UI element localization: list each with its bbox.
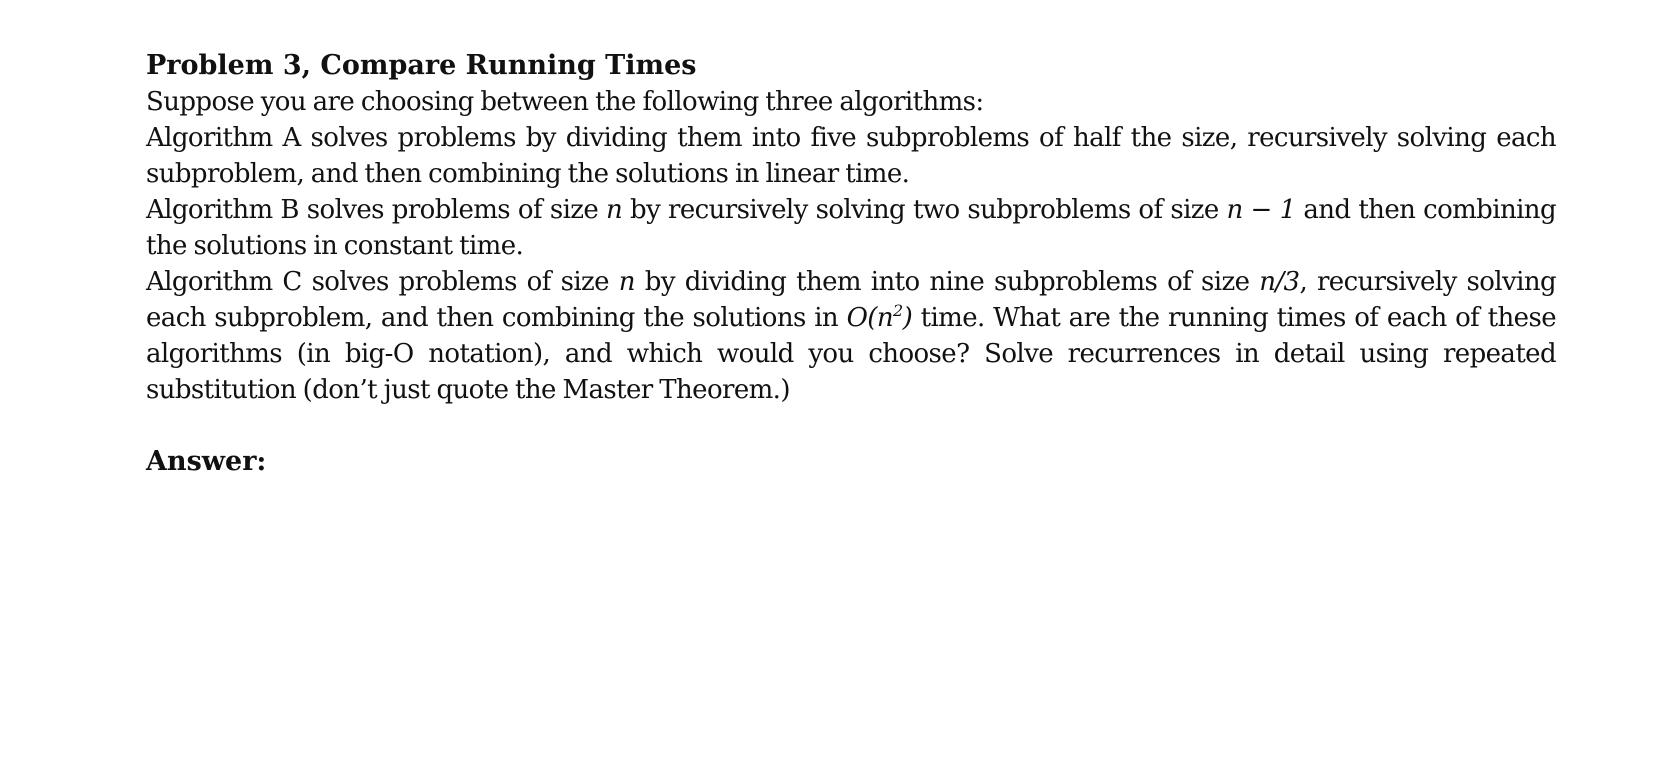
big-o-suffix: ): [902, 303, 913, 333]
problem-section: [146, 48, 1557, 477]
big-o-exponent: 2: [892, 301, 903, 320]
algorithm-c-text-3: , recursively solving each subproblem, and then combining the solutions in: [146, 267, 1557, 333]
subproblem-size-expression: n − 1: [1226, 195, 1296, 225]
problem-intro: Suppose you are choosing between the following three algorithms:: [146, 87, 984, 117]
algorithm-c-text-2: by dividing them into nine subproblems of size: [634, 267, 1260, 297]
variable-n: n: [606, 195, 623, 225]
algorithm-a-description: Algorithm A solves problems by dividing them into five subproblems of half the size, recursively solving each subproblem, and then combining the solutions in linear time.: [146, 123, 1556, 189]
big-o-prefix: O(n: [846, 303, 893, 333]
algorithm-b-description: [146, 192, 1556, 264]
algorithm-b-text-2: by recursively solving two subproblems of size: [622, 195, 1227, 225]
algorithm-c-text-4: time. What are the running times of each of these algorithms (in big-O notation), and which would you choose? Solve recurrences in detail using repeated substitution (don’t just quote the Master Theorem.): [146, 303, 1556, 405]
algorithm-c-description: [146, 264, 1556, 408]
algorithm-b-text-3: and then combining the solutions in constant time.: [146, 195, 1556, 261]
algorithm-c-text-1: Algorithm C solves problems of size: [146, 267, 619, 297]
algorithm-b-text-1: Algorithm B solves problems of size: [146, 195, 607, 225]
variable-n: n: [618, 267, 635, 297]
answer-label: Answer:: [146, 446, 267, 477]
big-o-expression: [847, 303, 913, 333]
subproblem-size-expression: n/3: [1259, 267, 1300, 297]
problem-title: Problem 3, Compare Running Times: [146, 50, 697, 81]
